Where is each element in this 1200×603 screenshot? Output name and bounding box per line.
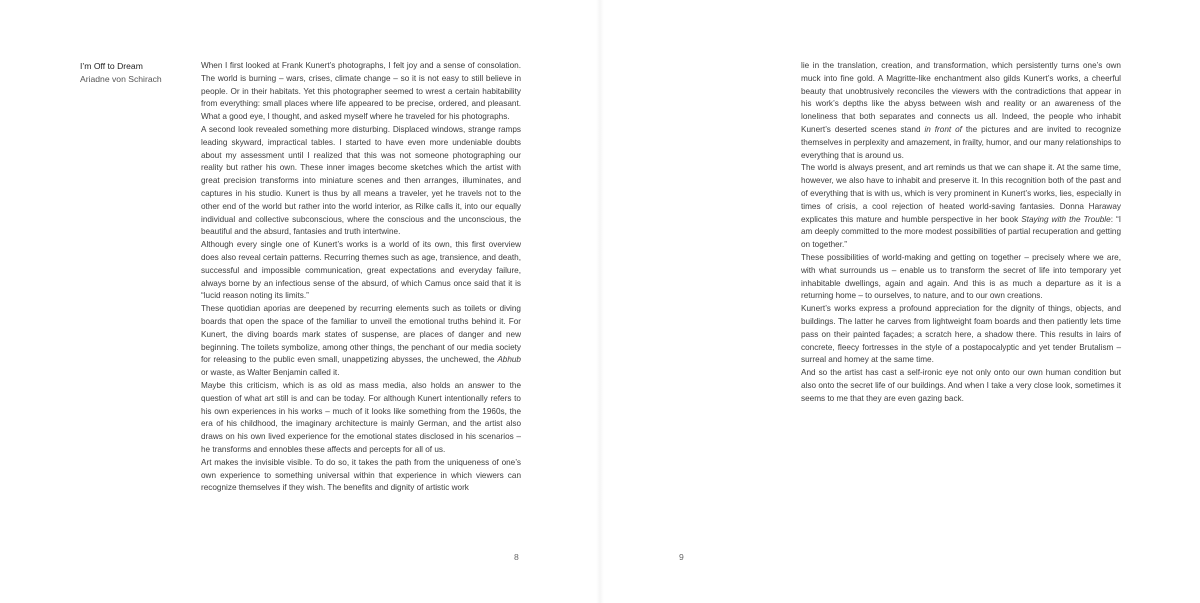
paragraph [801, 303, 1121, 367]
essay-heading [80, 60, 195, 86]
paragraph-text: And so the artist has cast a self-ironic eye not only onto our own human condition but also onto the secret life of our buildings. And when I take a very close look, sometimes it seems to me that they are even gazing back. [801, 368, 1121, 403]
paragraph-text: A second look revealed something more disturbing. Displaced windows, strange ramps leading skyward, impractical tables. I started to have even more undeniable doubts about my assessment until I realized that this was not someone photographing our reality but rather his own. These inner images become sketches which the artist with great precision transforms into miniature scenes and then arranges, illuminates, and captures in his studio. Kunert is thus by all means a traveler, yet he travels not to the other end of the world but rather into the world interior, as Rilke calls it, into our equally individual and collective subconscious, where the conscious and the unconscious, the beautiful and the absurd, fantasies and truth intertwine. [201, 124, 521, 237]
italic-text: in front of [924, 124, 962, 134]
paragraph [201, 380, 521, 457]
paragraph-text: When I first looked at Frank Kunert’s photographs, I felt joy and a sense of consolation. The world is burning – wars, crises, climate change – so it is not easy to still believe in people. Or in their habitats. Yet this photographer seemed to wrest a certain habitability from everything: small places where life appeared to be precise, ordered, and pleasant. What a good eye, I thought, and asked myself where he traveled for his photographs. [201, 61, 521, 122]
essay-author: Ariadne von Schirach [80, 73, 162, 84]
paragraph [201, 303, 521, 380]
paragraph-text: Although every single one of Kunert’s works is a world of its own, this first overview does also reveal certain patterns. Recurring themes such as age, transience, and death, successful and impossible communication, great expectations and everyday failure, always borne by an infectious sense of the absurd, of which Camus once said that it is “lucid reason noting its limits.” [201, 240, 521, 301]
italic-text: Staying with the Trouble [1021, 214, 1111, 224]
paragraph-text: These possibilities of world-making and getting on together – precisely where we are, with what surrounds us – enable us to transform the secret of life into temporary yet inhabitable dwellings, again and again. And this is as much a departure as it is a returning home – to ourselves, to nature, and to our own creations. [801, 252, 1121, 301]
paragraph [201, 239, 521, 303]
page-number-left: 8 [514, 552, 519, 562]
left-page-body [201, 60, 521, 495]
paragraph [801, 162, 1121, 252]
paragraph-text: Kunert’s works express a profound appreciation for the dignity of things, objects, and buildings. The latter he carves from lightweight foam boards and then patiently lets time pass on their painted façades; a scratch here, a shadow there. This results in lairs of concrete, fleecy fortresses in the style of a postapocalyptic and yet tender Brutalism – surreal and homey at the same time. [801, 304, 1121, 365]
book-gutter [596, 0, 604, 603]
essay-title: I’m Off to Dream [80, 61, 143, 71]
page-number-right: 9 [679, 552, 684, 562]
paragraph-text: The world is always present, and art reminds us that we can shape it. At the same time, however, we also have to inhabit and preserve it. In this recognition both of the past and of everything that is with us, which is very prominent in Kunert’s works, lies, especially in times of crisis, a cool rejection of heated world-saving fantasies. Donna Haraway explicates this mature and humble perspective in her book [801, 163, 1121, 224]
paragraph [201, 60, 521, 124]
paragraph [201, 124, 521, 239]
paragraph-text: Art makes the invisible visible. To do so, it takes the path from the uniqueness of one’s own experience to something universal within that experience in which viewers can recognize themselves if they wish. The benefits and dignity of artistic work [201, 457, 521, 493]
paragraph-text: or waste, as Walter Benjamin called it. [201, 368, 340, 378]
paragraph [801, 252, 1121, 303]
paragraph [801, 367, 1121, 405]
paragraph-text: These quotidian aporias are deepened by recurring elements such as toilets or diving boards that open the space of the familiar to unveil the emotional truths behind it. For Kunert, the diving boards mark states of suspense, are places of danger and new beginning. The toilets symbolize, among other things, the penchant of our media society for releasing to the public even small, unappetizing abysses, the unchewed, the [201, 304, 521, 365]
paragraph [201, 457, 521, 495]
italic-text: Abhub [497, 355, 521, 365]
paragraph-text: the pictures and are invited to recognize themselves in perplexity and amazement, in frailty, humor, and our many relationships to everything that is around us. [801, 124, 1121, 160]
paragraph-text: lie in the translation, creation, and transformation, which persistently turns one’s own muck into fine gold. A Magritte-like enchantment also gilds Kunert’s works, a cheerful beauty that unobtrusively reconciles the viewers with the contradictions that appear in his work’s depths like the abyss between wish and reality or an awareness of the loneliness that both separates and connects us all. Indeed, the people who inhabit Kunert’s deserted scenes stand [801, 61, 1121, 134]
paragraph [801, 60, 1121, 162]
paragraph-text: Maybe this criticism, which is as old as mass media, also holds an answer to the question of what art still is and can be today. For although Kunert intentionally refers to his own experiences in his works – much of it looks like something from the 1960s, the era of his childhood, the imaginary architecture is mainly German, and the artist also draws on his own lived experience for the emotional states disclosed in his scenarios – he transforms and ennobles these affects and percepts for all of us. [201, 380, 521, 454]
paragraph-text: : “I am deeply committed to the more modest possibilities of partial recuperation and getting on together.” [801, 214, 1121, 250]
right-page-body [801, 60, 1121, 406]
